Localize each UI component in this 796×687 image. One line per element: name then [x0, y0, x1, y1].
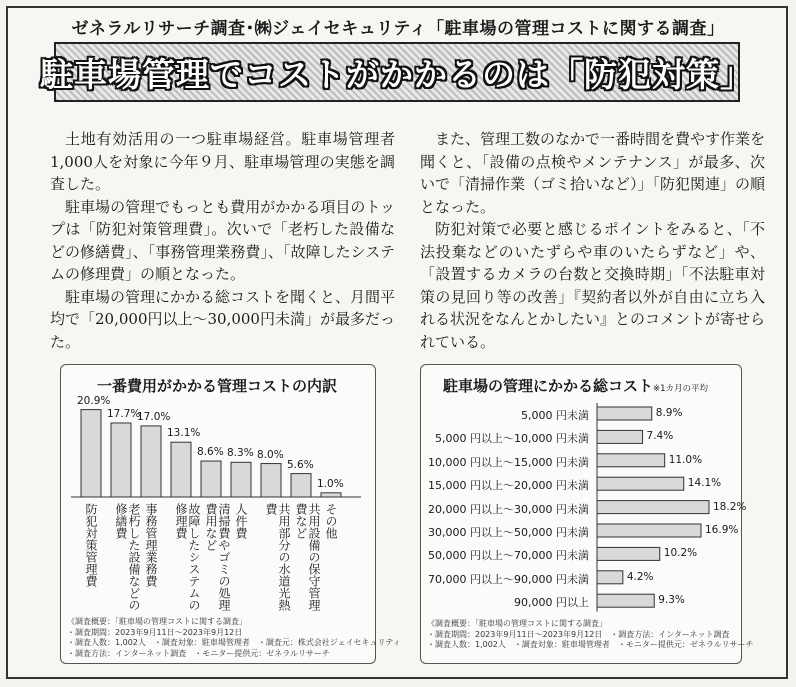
bar	[597, 571, 623, 584]
bar	[291, 474, 311, 497]
category-label: 50,000 円以上〜70,000 円未満	[428, 549, 589, 563]
bar	[321, 493, 341, 497]
data-label: 13.1%	[167, 427, 201, 440]
headline-banner	[40, 42, 754, 102]
data-label: 8.9%	[655, 407, 683, 419]
category-label: 5,000 円以上〜10,000 円未満	[435, 432, 589, 446]
data-label: 9.3%	[658, 594, 685, 607]
paragraph: 駐車場の管理でもっとも費用がかかる項目のトップは「防犯対策管理費」。次いで「老朽した設備などの修繕費」、「事務管理業務費」、「故障したシステムの修理費」の順となった。	[50, 197, 395, 283]
category-label: 10,000 円以上〜15,000 円未満	[428, 455, 589, 469]
category-label: 5,000 円未満	[521, 409, 589, 422]
category-label: 共用部分の水道光熱費	[264, 503, 291, 611]
category-label: その他	[324, 503, 338, 539]
bar	[597, 430, 643, 443]
bar	[597, 454, 665, 467]
category-label: 事務管理業務費	[144, 503, 158, 587]
cost-breakdown-chart	[60, 364, 401, 664]
bar	[597, 524, 701, 537]
data-label: 4.2%	[626, 570, 654, 583]
data-label: 8.0%	[257, 448, 284, 461]
article-column-left	[50, 128, 395, 353]
category-label: 人件費	[234, 503, 248, 539]
total-cost-chart	[420, 364, 754, 664]
paragraph: 土地有効活用の一つ駐車場経営。駐車場管理者1,000人を対象に今年９月、駐車場管理の実態を調査した。	[50, 130, 395, 193]
bar	[261, 464, 281, 497]
data-label: 8.6%	[197, 446, 224, 459]
bar	[201, 461, 221, 497]
data-label: 16.9%	[705, 524, 739, 536]
bar	[231, 462, 251, 497]
paragraph: 駐車場の管理にかかる総コストを聞くと、月間平均で「20,000円以上〜30,000円未満」が最多だった。	[50, 287, 396, 351]
chart-source: 《調査概要：「駐車場の管理コストに関する調査」 ・調査期間：2023年9月11日〜2023年9月12日 ・調査人数：1,002人 ・調査対象：駐車場管理者 ・調査元：株式会社ジェイセキュリティ ・調査方法：インターネット調査 ・モニター提供元：ゼネラルリサーチ	[67, 617, 401, 658]
data-label: 5.6%	[287, 458, 314, 471]
data-label: 11.0%	[668, 453, 703, 466]
bar	[171, 442, 191, 497]
article-kicker: ゼネラルリサーチ調査･㈱ジェイセキュリティ「駐車場の管理コストに関する調査」	[71, 19, 725, 39]
category-label: 防犯対策管理費	[84, 503, 98, 587]
data-label: 17.7%	[107, 407, 141, 420]
data-label: 1.0%	[317, 477, 344, 490]
bar	[111, 423, 131, 497]
data-label: 10.2%	[663, 547, 698, 560]
bar	[597, 547, 660, 560]
category-label: 共用設備の保守管理費など	[294, 503, 321, 611]
bar	[597, 407, 652, 420]
category-label: 70,000 円以上〜90,000 円未満	[428, 572, 589, 586]
chart-title: 一番費用がかかる管理コストの内訳	[97, 377, 338, 395]
bar	[81, 410, 101, 497]
category-label: 15,000 円以上〜20,000 円未満	[428, 479, 589, 493]
bar	[597, 501, 709, 514]
chart-title: 駐車場の管理にかかる総コスト※1カ月の平均	[443, 377, 709, 395]
category-label: 30,000 円以上〜50,000 円未満	[428, 526, 589, 539]
bar	[141, 426, 161, 497]
category-label: 清掃費やゴミの処理費用など	[204, 503, 231, 611]
paragraph: また、管理工数のなかで一番時間を費やす作業を聞くと、「設備の点検やメンテナンス」が最多、次いで「清掃作業（ゴミ拾いなど）」「防犯関連」の順となった。	[420, 130, 766, 216]
data-label: 17.0%	[137, 410, 171, 423]
bar	[597, 594, 654, 607]
chart-title-note: ※1カ月の平均	[653, 384, 709, 394]
data-label: 20.9%	[77, 394, 111, 407]
article-column-right	[420, 128, 765, 353]
category-label: 故障したシステムの修理費	[174, 503, 201, 611]
paragraph: 防犯対策で必要と感じるポイントをみると、「不法投棄などのいたずらや車のいたらずなど」や、「設置するカメラの台数と交換時期」「不法駐車対策の見回り等の改善」『契約者以外が自由に立ち入れる状況をなんとかしたい』とのコメントが寄せられている。	[420, 220, 766, 351]
chart-source: 《調査概要：「駐車場の管理コストに関する調査」 ・調査期間：2023年9月11日〜2023年9月12日 ・調査方法：インターネット調査 ・調査人数：1,002人 ・調査対象：駐車場管理者 ・モニター提供元：ゼネラルリサーチ	[427, 619, 754, 649]
category-label: 90,000 円以上	[514, 596, 589, 610]
category-label: 老朽した設備などの修繕費	[114, 503, 141, 611]
data-label: 7.4%	[646, 430, 674, 443]
headline: 駐車場管理でコストがかかるのは「防犯対策」	[40, 54, 754, 94]
bar	[597, 477, 684, 490]
data-label: 14.1%	[687, 477, 722, 490]
data-label: 18.2%	[713, 500, 747, 513]
category-label: 20,000 円以上〜30,000 円未満	[428, 502, 589, 516]
data-label: 8.3%	[227, 447, 254, 460]
